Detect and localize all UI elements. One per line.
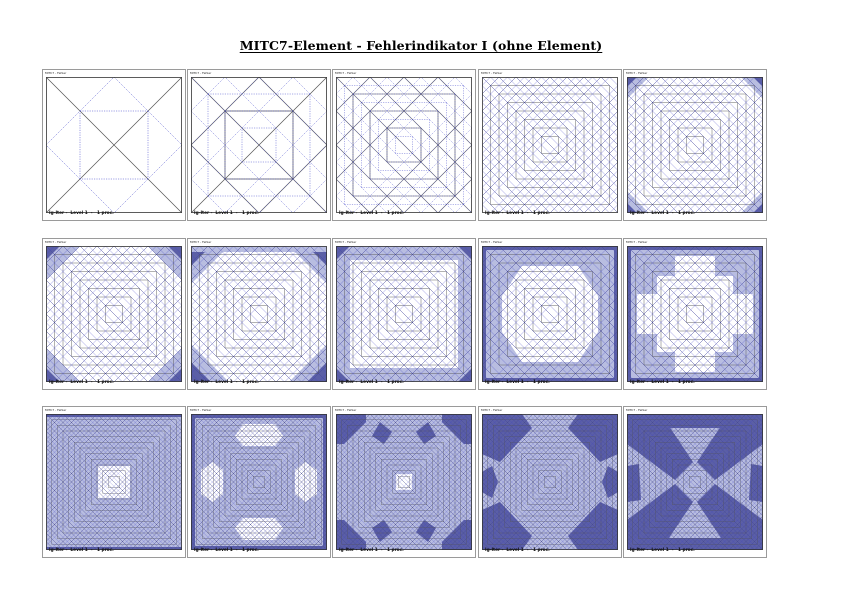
page-title bbox=[0, 38, 842, 53]
panel-header: MITC7 - Fehler bbox=[45, 240, 67, 244]
mesh-edge bbox=[576, 77, 619, 120]
mesh-plot bbox=[336, 414, 472, 550]
panel-footer: Ig-Iter - Level 1 - 1 proc. bbox=[194, 380, 259, 385]
mesh-edge bbox=[627, 120, 721, 214]
mesh-panel bbox=[623, 238, 767, 390]
mesh-plot bbox=[627, 77, 763, 213]
panel-footer: Ig-Iter - Level 1 - 1 proc. bbox=[339, 211, 404, 216]
panel-header: MITC7 - Fehler bbox=[190, 71, 212, 75]
mesh-edge bbox=[491, 77, 619, 205]
panel-header: MITC7 - Fehler bbox=[481, 240, 503, 244]
mesh-panel bbox=[187, 69, 331, 221]
panel-header: MITC7 - Fehler bbox=[626, 240, 648, 244]
mesh-edge bbox=[482, 103, 593, 214]
mesh-edge bbox=[593, 77, 619, 103]
panel-footer: Ig-Iter - Level 1 - 1 proc. bbox=[485, 380, 550, 385]
panel-header: MITC7 - Fehler bbox=[45, 71, 67, 75]
mesh-edge bbox=[482, 137, 559, 214]
mesh-plot bbox=[46, 77, 182, 213]
mesh-edge bbox=[191, 255, 319, 383]
mesh-edge bbox=[46, 246, 182, 382]
panel-footer: Ig-Iter - Level 1 - 1 proc. bbox=[49, 548, 114, 553]
mesh-panel bbox=[623, 69, 767, 221]
mesh-panel bbox=[332, 406, 476, 558]
mesh-edge bbox=[482, 154, 542, 214]
mesh-edge bbox=[200, 246, 328, 374]
mesh-edge bbox=[46, 263, 165, 382]
mesh-plot bbox=[191, 77, 327, 213]
mesh-edge bbox=[542, 77, 619, 154]
mesh-edge bbox=[627, 94, 746, 213]
panel-footer: Ig-Iter - Level 1 - 1 proc. bbox=[630, 211, 695, 216]
panel-header: MITC7 - Fehler bbox=[481, 71, 503, 75]
mesh-plot bbox=[482, 246, 618, 382]
mesh-edge bbox=[508, 77, 619, 188]
mesh-edge bbox=[46, 255, 174, 383]
mesh-plot bbox=[46, 246, 182, 382]
mesh-edge bbox=[627, 103, 738, 214]
mesh-edge bbox=[63, 246, 182, 365]
mesh-edge bbox=[687, 77, 764, 154]
mesh-edge bbox=[482, 188, 508, 214]
panel-header: MITC7 - Fehler bbox=[45, 408, 67, 412]
mesh-plot bbox=[46, 414, 182, 550]
mesh-plot bbox=[336, 246, 472, 382]
mesh-edge bbox=[644, 77, 763, 196]
mesh-plot bbox=[336, 77, 472, 213]
mesh-edge bbox=[627, 137, 704, 214]
mesh-plot bbox=[482, 77, 618, 213]
panel-footer: Ig-Iter - Level 1 - 1 proc. bbox=[630, 548, 695, 553]
mesh-edge bbox=[482, 86, 610, 214]
mesh-panel bbox=[187, 238, 331, 390]
mesh-panel bbox=[332, 69, 476, 221]
mesh-edge bbox=[653, 77, 764, 188]
mesh-edge bbox=[559, 77, 619, 137]
panel-header: MITC7 - Fehler bbox=[190, 240, 212, 244]
mesh-edge bbox=[499, 77, 618, 196]
panel-header: MITC7 - Fehler bbox=[481, 408, 503, 412]
panel-header: MITC7 - Fehler bbox=[335, 240, 357, 244]
page-title-text: MITC7-Element - Fehlerindikator I (ohne Element) bbox=[239, 38, 603, 53]
panel-footer: Ig-Iter - Level 1 - 1 proc. bbox=[339, 548, 404, 553]
mesh-panel bbox=[478, 406, 622, 558]
panel-footer: Ig-Iter - Level 1 - 1 proc. bbox=[49, 211, 114, 216]
mesh-edge bbox=[482, 171, 525, 214]
mesh-edge bbox=[627, 86, 755, 214]
panel-footer: Ig-Iter - Level 1 - 1 proc. bbox=[194, 211, 259, 216]
mesh-edge bbox=[516, 77, 618, 179]
panel-footer: Ig-Iter - Level 1 - 1 proc. bbox=[485, 211, 550, 216]
panel-footer: Ig-Iter - Level 1 - 1 proc. bbox=[339, 380, 404, 385]
panel-header: MITC7 - Fehler bbox=[335, 71, 357, 75]
mesh-panel bbox=[332, 238, 476, 390]
mesh-panel bbox=[478, 69, 622, 221]
mesh-edge bbox=[482, 120, 576, 214]
mesh-panel bbox=[478, 238, 622, 390]
panel-footer: Ig-Iter - Level 1 - 1 proc. bbox=[49, 380, 114, 385]
panel-header: MITC7 - Fehler bbox=[190, 408, 212, 412]
mesh-edge bbox=[636, 77, 764, 205]
mesh-plot bbox=[482, 414, 618, 550]
mesh-edge bbox=[55, 246, 183, 374]
mesh-edge bbox=[525, 77, 619, 171]
mesh-panel bbox=[42, 69, 186, 221]
mesh-edge bbox=[191, 246, 327, 382]
mesh-edge bbox=[482, 94, 601, 213]
mesh-panel bbox=[42, 406, 186, 558]
mesh-plot bbox=[627, 414, 763, 550]
mesh-panel bbox=[187, 406, 331, 558]
mesh-edge bbox=[661, 77, 763, 179]
mesh-edge bbox=[670, 77, 764, 171]
mesh-edge bbox=[610, 77, 619, 86]
mesh-plot bbox=[191, 414, 327, 550]
mesh-edge bbox=[627, 77, 763, 213]
mesh-panel bbox=[623, 406, 767, 558]
mesh-edge bbox=[482, 111, 584, 213]
panel-header: MITC7 - Fehler bbox=[626, 71, 648, 75]
mesh-plot bbox=[191, 246, 327, 382]
mesh-edge bbox=[482, 77, 618, 213]
mesh-panel bbox=[42, 238, 186, 390]
mesh-plot bbox=[627, 246, 763, 382]
panel-header: MITC7 - Fehler bbox=[335, 408, 357, 412]
panel-footer: Ig-Iter - Level 1 - 1 proc. bbox=[485, 548, 550, 553]
mesh-edge bbox=[627, 111, 729, 213]
panel-header: MITC7 - Fehler bbox=[626, 408, 648, 412]
panel-footer: Ig-Iter - Level 1 - 1 proc. bbox=[630, 380, 695, 385]
mesh-edge bbox=[336, 77, 472, 213]
panel-footer: Ig-Iter - Level 1 - 1 proc. bbox=[194, 548, 259, 553]
